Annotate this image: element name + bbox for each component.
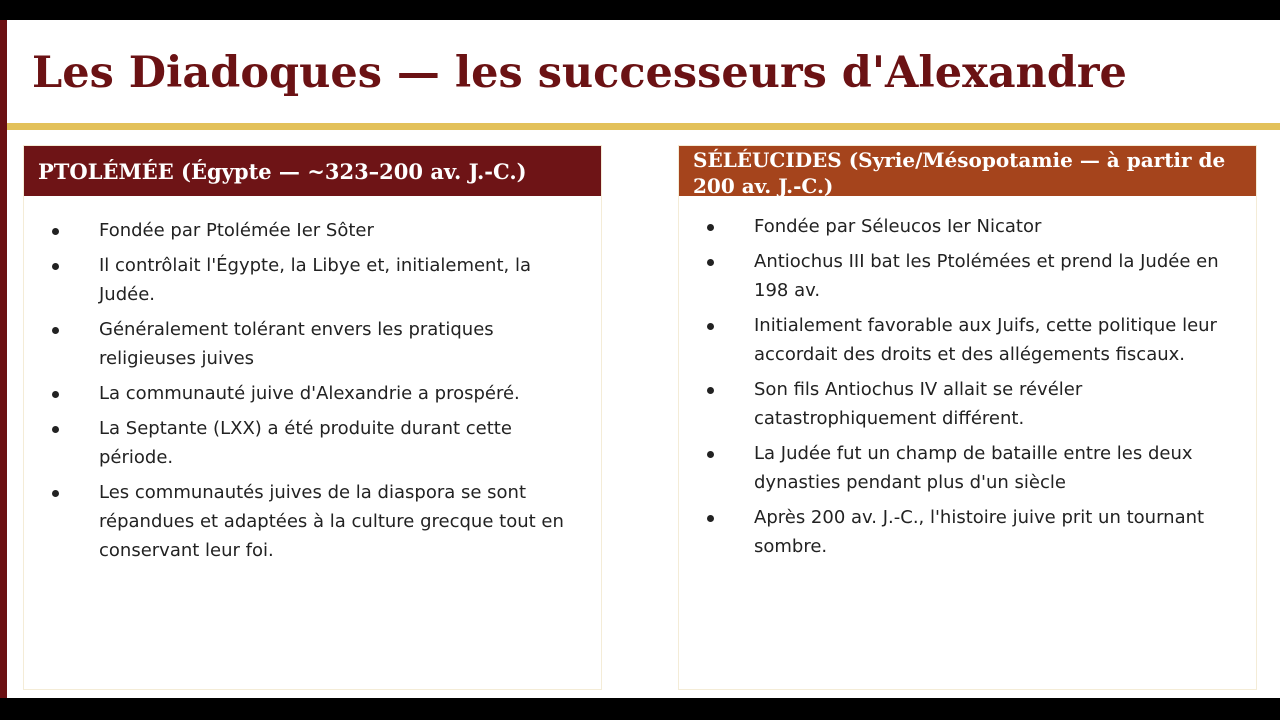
list-item: Son fils Antiochus IV allait se révéler catastrophiquement différent. [679,375,1256,433]
list-item: La Judée fut un champ de bataille entre les deux dynasties pendant plus d'un siècle [679,439,1256,497]
ptolemy-panel [23,145,602,690]
slide [0,20,1280,698]
ptolemy-bullet-list [24,216,601,571]
bullet-icon [52,391,59,398]
bullet-icon [707,259,714,266]
list-item: La Septante (LXX) a été produite durant cette période. [24,414,601,472]
gold-divider [7,123,1280,130]
bullet-icon [707,451,714,458]
bullet-icon [52,490,59,497]
list-item: Antiochus III bat les Ptolémées et prend la Judée en 198 av. [679,247,1256,305]
bullet-icon [52,327,59,334]
bullet-icon [52,263,59,270]
bullet-icon [707,224,714,231]
list-item: La communauté juive d'Alexandrie a prospéré. [24,379,601,408]
left-accent-bar [0,20,7,698]
list-item: Fondée par Ptolémée Ier Sôter [24,216,601,245]
seleucid-panel [678,145,1257,690]
bullet-icon [707,323,714,330]
list-item: Après 200 av. J.-C., l'histoire juive prit un tournant sombre. [679,503,1256,561]
list-item: Il contrôlait l'Égypte, la Libye et, initialement, la Judée. [24,251,601,309]
list-item: Les communautés juives de la diaspora se sont répandues et adaptées à la culture grecque tout en conservant leur foi. [24,478,601,565]
bullet-icon [707,515,714,522]
seleucid-bullet-list [679,212,1256,567]
list-item: Initialement favorable aux Juifs, cette politique leur accordait des droits et des allégements fiscaux. [679,311,1256,369]
bullet-icon [707,387,714,394]
bullet-icon [52,228,59,235]
seleucid-panel-header: SÉLÉUCIDES (Syrie/Mésopotamie — à partir de 200 av. J.-C.) [679,146,1256,196]
list-item: Fondée par Séleucos Ier Nicator [679,212,1256,241]
ptolemy-panel-header: PTOLÉMÉE (Égypte — ~323–200 av. J.-C.) [24,146,601,196]
slide-title: Les Diadoques — les successeurs d'Alexandre [32,48,1127,98]
bullet-icon [52,426,59,433]
list-item: Généralement tolérant envers les pratiques religieuses juives [24,315,601,373]
